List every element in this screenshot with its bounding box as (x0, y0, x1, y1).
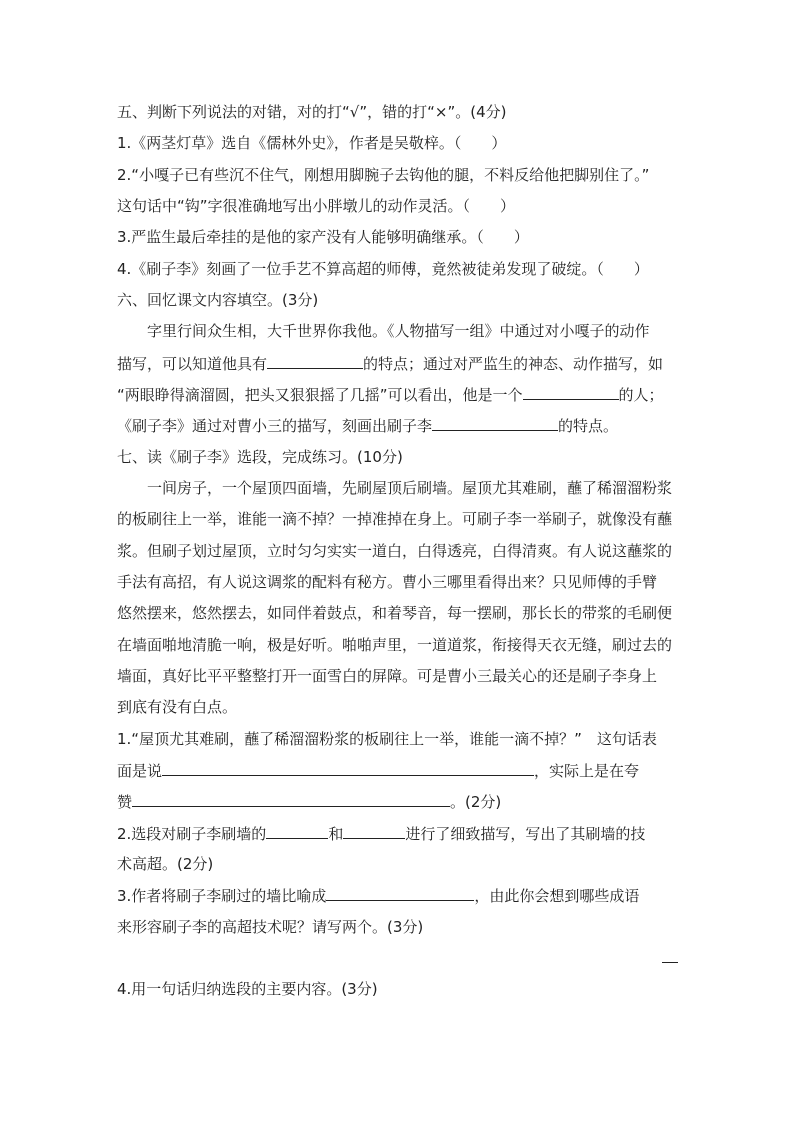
passage-line: 悠然摆来，悠然摆去，如同伴着鼓点，和着琴音，每一摆刷，那长长的带浆的毛刷便 (117, 604, 673, 622)
s5-question-4: 4.《刷子李》刻画了一位手艺不算高超的师傅，竟然被徒弟发现了破绽。（ ） (117, 260, 649, 278)
s7-text: 。(2分) (450, 793, 502, 811)
s7-question-3-line1 (117, 884, 639, 906)
s7-text: 进行了细致描写，写出了其刷墙的技 (405, 825, 646, 843)
s7-text: ，由此你会想到哪些成语 (474, 887, 640, 905)
s7-question-2-line2: 术高超。(2分) (117, 855, 214, 873)
s7-question-1-line3 (117, 790, 501, 812)
s7-question-3-line2: 来形容刷子李的高超技术呢？请写两个。(3分) (117, 918, 424, 936)
passage-line: 浆。但刷子划过屋顶，立时匀匀实实一道白，白得透亮，白得清爽。有人说这蘸浆的 (117, 542, 673, 560)
fill-blank-8[interactable] (326, 884, 474, 901)
fill-blank-5[interactable] (132, 790, 450, 807)
s6-paragraph-line2 (117, 352, 663, 374)
s5-question-1: 1.《两茎灯草》选自《儒林外史》，作者是吴敬梓。（ ） (117, 134, 507, 152)
s6-text: “两眼睁得滴溜圆，把头又狠狠摇了几摇”可以看出，他是一个 (117, 386, 523, 404)
s6-text: 《刷子李》通过对曹小三的描写，刻画出刷子李 (117, 417, 433, 435)
s6-text: 的人； (618, 386, 664, 404)
s7-question-1-line2 (117, 759, 639, 781)
s6-paragraph-line3 (117, 383, 664, 405)
s7-text: 赞 (117, 793, 133, 811)
fill-blank-7[interactable] (343, 822, 405, 839)
s6-paragraph-line4 (117, 414, 618, 436)
passage-line: 到底有没有白点。 (117, 698, 238, 716)
s7-text: ，实际上是在夸 (534, 762, 640, 780)
passage-line: 一间房子，一个屋顶四面墙，先刷屋顶后刷墙。屋顶尤其难刷，蘸了稀溜溜粉浆 (147, 479, 673, 497)
s5-question-2-line1: 2.“小嘎子已有些沉不住气，刚想用脚腕子去钩他的腿，不料反给他把脚别住了。” (117, 166, 650, 184)
passage-line: 手法有高招，有人说这调浆的配料有秘方。曹小三哪里看得出来？只见师傅的手臂 (117, 573, 658, 591)
s7-text: 2.选段对刷子李刷墙的 (117, 825, 267, 843)
s6-text: 的特点；通过对严监生的神态、动作描写，如 (363, 355, 664, 373)
s7-text: 和 (328, 825, 344, 843)
s7-text: 面是说 (117, 762, 163, 780)
s7-question-4: 4.用一句话归纳选段的主要内容。(3分) (117, 980, 378, 998)
fill-blank-6[interactable] (266, 822, 328, 839)
fill-blank-1[interactable] (267, 352, 363, 369)
s7-text: 3.作者将刷子李刷过的墙比喻成 (117, 887, 327, 905)
s6-text: 描写，可以知道他具有 (117, 355, 268, 373)
fill-blank-2[interactable] (523, 383, 619, 400)
passage-line: 墙面，真好比平平整整打开一面雪白的屏障。可是曹小三最关心的还是刷子李身上 (117, 667, 658, 685)
s6-paragraph-line1: 字里行间众生相，大千世界你我他。《人物描写一组》中通过对小嘎子的动作 (147, 322, 650, 340)
answer-line-stub (662, 962, 678, 963)
s7-question-1-line1: 1.“屋顶尤其难刷，蘸了稀溜溜粉浆的板刷往上一举，谁能一滴不掉？” 这句话表 (117, 730, 657, 748)
section-7-heading: 七、读《刷子李》选段，完成练习。(10分) (117, 448, 403, 466)
passage-line: 在墙面啪地清脆一响，极是好听。啪啪声里，一道道浆，衔接得天衣无缝，刷过去的 (117, 636, 673, 654)
fill-blank-4[interactable] (162, 759, 534, 776)
s6-text: 的特点。 (558, 417, 619, 435)
section-6-heading: 六、回忆课文内容填空。(3分) (117, 291, 319, 309)
section-5-heading: 五、判断下列说法的对错，对的打“√”，错的打“×”。(4分) (117, 103, 507, 121)
s7-question-2-line1 (117, 822, 645, 844)
passage-line: 的板刷往上一举，谁能一滴不掉？一掉准掉在身上。可刷子李一举刷子，就像没有蘸 (117, 510, 673, 528)
s5-question-3: 3.严监生最后牵挂的是他的家产没有人能够明确继承。（ ） (117, 228, 529, 246)
fill-blank-3[interactable] (432, 414, 558, 431)
s5-question-2-line2: 这句话中“钩”字很准确地写出小胖墩儿的动作灵活。（ ） (117, 197, 516, 215)
